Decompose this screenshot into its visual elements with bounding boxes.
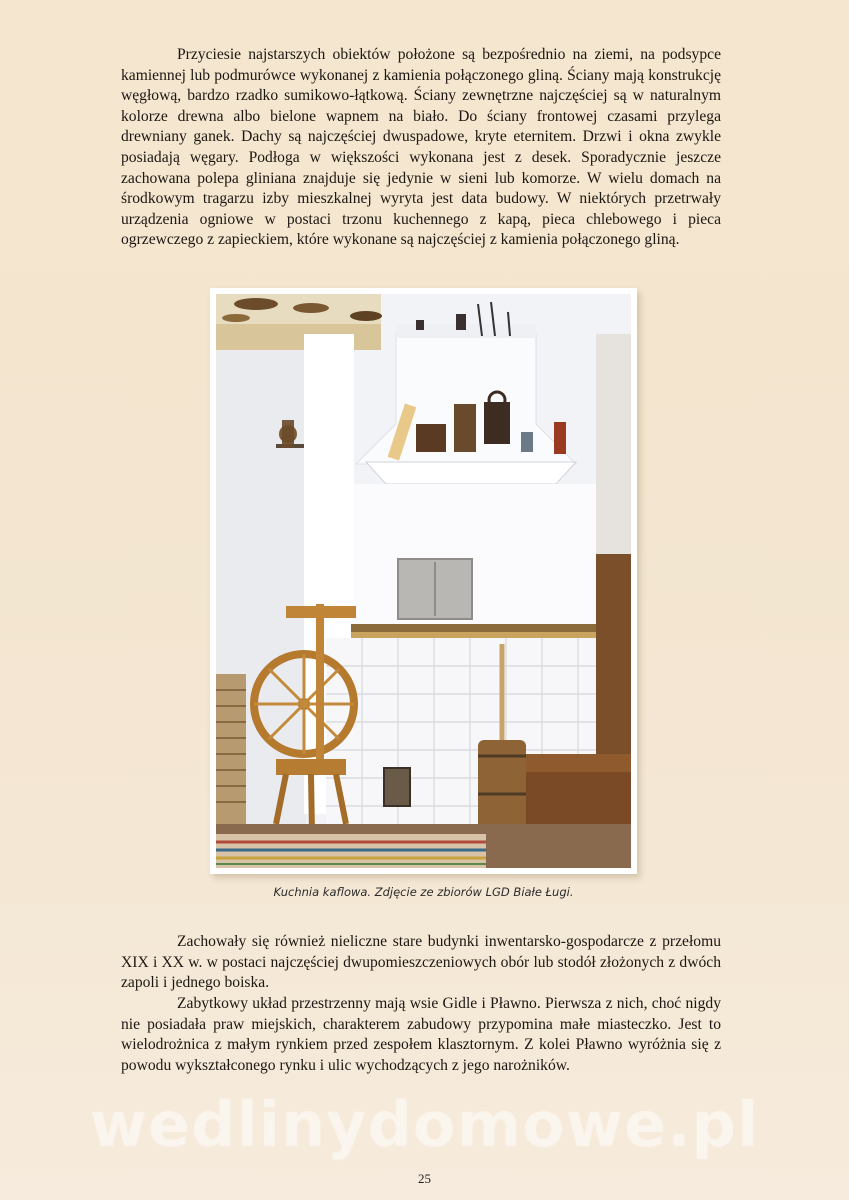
paragraph-spatial-layout: Zabytkowy układ przestrzenny mają wsie Gidle i Pławno. Pierwsza z nich, choć nigdy nie posiadała praw miejskich, charakterem zabudowy przypomina małe miasteczko. Jest to wielodrożnica z małym rynkiem przed zespołem klasztornym. Z kolei Pławno wyróżnia się z powodu wykształconego rynku i ulic wychodzących z jego narożników. bbox=[121, 995, 721, 1074]
paragraph-building-construction: Przyciesie najstarszych obiektów położone są bezpośrednio na ziemi, na podsypce kamiennej lub podmurówce wykonanej z kamienia połączonego gliną. Ściany mają konstrukcję węgłową, bardzo rzadko sumikowo-łątkową. Ściany zewnętrzne najczęściej są w naturalnym kolorze drewna albo bielone wapnem na biało. Do ściany frontowej czasami przylega drewniany ganek. Dachy są najczęściej dwuspadowe, kryte eternitem. Drzwi i okna zwykle posiadają węgary. Podłoga w większości wykonana jest z desek. Sporadycznie jeszcze zachowana polepa gliniana znajduje się jedynie w sieni lub komorze. W wielu domach na środkowym tragarzu izby mieszkalnej wyryta jest data budowy. W niektórych przetrwały urządzenia ogniowe w postaci trzonu kuchennego z kapą, pieca chlebowego i pieca ogrzewczego z zapieckiem, które wykonane są najczęściej z kamienia połączonego gliną. bbox=[121, 46, 721, 249]
photo-tiled-kitchen bbox=[210, 288, 637, 874]
paragraph-farm-buildings: Zachowały się również nieliczne stare budynki inwentarsko-gospodarcze z przełomu XIX i XX w. w postaci najczęściej dwupomieszczeniowych obór lub stodół złożonych z dwóch zapoli i jednego boiska. bbox=[121, 933, 721, 992]
photo-caption: Kuchnia kaflowa. Zdjęcie ze zbiorów LGD Białe Ługi. bbox=[273, 885, 574, 899]
page-number: 25 bbox=[418, 1171, 431, 1186]
watermark-text: wedlinydomowe.pl bbox=[89, 1088, 760, 1161]
kitchen-photo-illustration bbox=[216, 294, 631, 868]
